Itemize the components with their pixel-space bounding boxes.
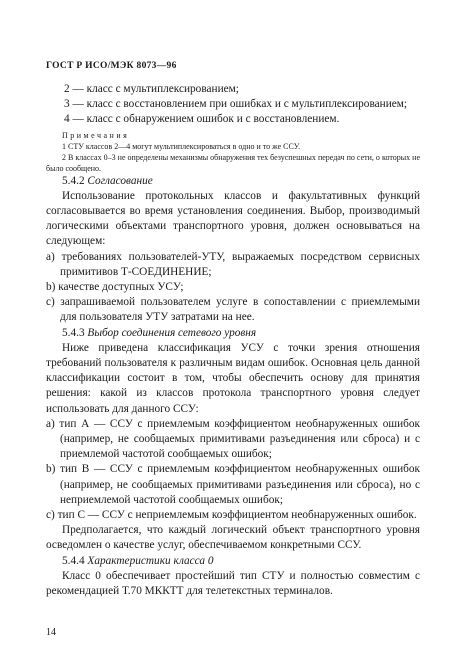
note: 2 В классах 0–3 не определены механизмы обнаружения тех безуспешных передач по сети, о которых не было сообщено. — [46, 152, 420, 173]
paragraph: Класс 0 обеспечивает простейший тип СТУ и полностью совместим с рекомендацией Т.70 МККТТ для телетекстных терминалов. — [46, 569, 420, 598]
list-item: а) тип А — ССУ с приемлемым коэффициентом необнаруженных ошибок (например, не сообщаемых примитивами разъединения или сброса) и с приемлемой частотой сообщаемых ошибок; — [46, 417, 420, 461]
body-text — [46, 82, 420, 599]
section-title: Характеристики класса 0 — [87, 554, 214, 567]
list-item: с) запрашиваемой пользователем услуге в сопоставлении с приемлемыми для пользователя УТУ затратами на нее. — [46, 296, 420, 324]
list-item: с) тип С — ССУ с неприемлемым коэффициентом необнаруженных ошибок. — [46, 509, 417, 522]
section-title: Согласование — [87, 174, 153, 187]
list-item: 3 — класс с восстановлением при ошибках и с мультиплексированием; — [64, 98, 408, 111]
list-item: 4 — класс с обнаружением ошибок и с восстановлением. — [64, 113, 340, 126]
section-heading-5-4-4 — [46, 554, 420, 569]
section-title: Выбор соединения сетевого уровня — [87, 326, 257, 339]
list-item: а) требованиях пользователей-УТУ, выражаемых посредством сервисных примитивов Т-СОЕДИНЕНИЕ; — [46, 250, 420, 278]
list-item: 2 — класс с мультиплексированием; — [64, 83, 239, 95]
section-number: 5.4.2 — [62, 174, 85, 187]
list-item: b) тип В — ССУ с приемлемым коэффициентом необнаруженных ошибок (например, не сообщаемых примитивами разъединения или сброса), но с неприемлемой частотой сообщаемых ошибок; — [46, 463, 420, 506]
page-number: 14 — [46, 627, 56, 638]
paragraph: Ниже приведена классификация УСУ с точки зрения отношения требований пользователя к различным видам ошибок. Основная цель данной классификации состоит в том, чтобы обеспечить основу для принятия решения: какой из классов протокола транспортного уровня следует использовать для данного ССУ: — [46, 341, 420, 415]
standard-header: ГОСТ Р ИСО/МЭК 8073—96 — [46, 61, 177, 71]
section-number: 5.4.4 — [62, 554, 85, 567]
notes-heading: Примечания — [62, 130, 130, 140]
list-item: b) качестве доступных УСУ; — [46, 281, 184, 294]
paragraph: Предполагается, что каждый логический объект транспортного уровня осведомлен о качестве услуг, обеспечиваемом конкретными ССУ. — [46, 524, 420, 552]
section-heading-5-4-2 — [46, 174, 420, 189]
paragraph: Использование протокольных классов и факультативных функций согласовывается во время установления соединения. Выбор, производимый логическими объектами транспортного уровня, должен основываться на следующем: — [46, 189, 420, 248]
section-heading-5-4-3 — [46, 326, 420, 341]
section-number: 5.4.3 — [62, 326, 85, 339]
note: 1 СТУ классов 2—4 могут мультиплексироваться в одно и то же ССУ. — [62, 141, 301, 151]
